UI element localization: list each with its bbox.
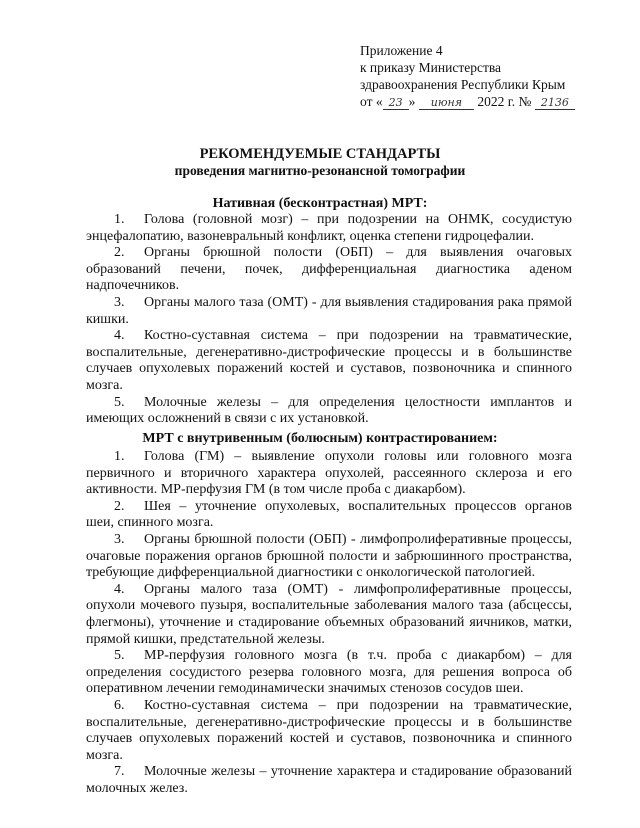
item-text: Органы брюшной полости (ОБП) – для выявления очаговых образований печени, почек, дифференциальная диагностика аденом надпочечников. <box>86 245 572 294</box>
document-subtitle: проведения магнитно-резонансной томографии <box>174 163 466 178</box>
item-number: 1. <box>114 449 125 464</box>
item-text: Костно-суставная система – при подозрении на травматические, воспалительные, дегенеративно-дистрофические процессы и в большинстве случаев опухолевых поражений костей и суставов, позвоночника и спинного мозга. <box>86 328 572 393</box>
item-text: Органы малого таза (ОМТ) - лимфопролиферативные процессы, опухоли мочевого пузыря, воспалительные заболевания малого таза (абсцессы, флегмоны), уточнение и стадирование объемных образований яичников, матки, прямой кишки, предстательной железы. <box>86 581 572 647</box>
appendix-date-line <box>360 93 610 110</box>
item-text: Органы брюшной полости (ОБП) - лимфопролиферативные процессы, очаговые поражения органов брюшной полости и забрюшинного пространства, требующие дифференциальной диагностики с онкологической патологией. <box>86 531 572 581</box>
item-text: Молочные железы – для определения целостности имплантов и имеющих осложнений в связи с их установкой. <box>86 394 572 427</box>
appendix-line-2: к приказу Министерства <box>360 60 502 75</box>
item-text: Молочные железы – уточнение характера и стадирование образований молочных желез. <box>86 764 572 796</box>
list-item <box>86 395 572 428</box>
list-item <box>86 245 572 295</box>
date-mid: » <box>408 94 416 109</box>
handwritten-month: июня <box>419 97 474 110</box>
item-number: 4. <box>114 328 125 344</box>
section-heading-contrast: МРТ с внутривенным (болюсным) контрастированием: <box>142 431 498 446</box>
document-title: РЕКОМЕНДУЕМЫЕ СТАНДАРТЫ <box>199 146 441 162</box>
item-text: Органы малого таза (ОМТ) - для выявления стадирования рака прямой кишки. <box>86 294 572 327</box>
item-number: 2. <box>114 245 125 261</box>
item-number: 6. <box>114 697 125 713</box>
item-number: 2. <box>114 498 125 514</box>
item-number: 5. <box>114 648 125 664</box>
handwritten-day: 23 <box>383 97 409 110</box>
item-number: 7. <box>114 764 125 780</box>
list-item <box>86 582 572 648</box>
appendix-line-1: Приложение 4 <box>360 43 443 58</box>
handwritten-number: 2136 <box>535 97 575 110</box>
list-item <box>86 295 572 328</box>
item-number: 5. <box>114 394 125 410</box>
item-text: Костно-суставная система – при подозрении на травматические, воспалительные, дегенеративно-дистрофические процессы и в большинстве случаев опухолевых поражений костей и суставов, позвоночника и спинного мозга. <box>86 697 572 763</box>
item-number: 3. <box>114 294 125 310</box>
section-list-native <box>86 212 572 428</box>
list-item <box>86 698 572 764</box>
list-item <box>86 764 572 797</box>
section-list-contrast <box>86 449 572 797</box>
item-number: 1. <box>114 212 125 227</box>
list-item <box>86 532 572 582</box>
item-number: 3. <box>114 531 125 547</box>
year-text: 2022 г. № <box>477 94 532 109</box>
list-item <box>86 212 572 245</box>
list-item <box>86 449 572 499</box>
item-text: Голова (ГМ) – выявление опухоли головы или головного мозга первичного и вторичного характера опухолей, рассеянного склероза и его активности. МР-перфузия ГМ (в том числе проба с диакарбом). <box>86 449 572 498</box>
date-prefix: от « <box>360 94 383 109</box>
appendix-header <box>360 42 610 110</box>
appendix-line-3: здравоохранения Республики Крым <box>360 77 566 92</box>
item-text: Шея – уточнение опухолевых, воспалительных процессов органов шеи, спинного мозга. <box>86 498 572 531</box>
item-text: МР-перфузия головного мозга (в т.ч. проба с диакарбом) – для определения сосудистого резерва головного мозга, для решения вопроса об оперативном лечении гемодинамически значимых стенозов сосудов шеи. <box>86 648 572 697</box>
list-item <box>86 328 572 394</box>
item-number: 4. <box>114 581 125 597</box>
list-item <box>86 648 572 698</box>
section-heading-native: Нативная (бесконтрастная) МРТ: <box>212 196 428 211</box>
list-item <box>86 499 572 532</box>
item-text: Голова (головной мозг) – при подозрении на ОНМК, сосудистую энцефалопатию, вазоневральный конфликт, оценка степени гидроцефалии. <box>86 212 572 244</box>
